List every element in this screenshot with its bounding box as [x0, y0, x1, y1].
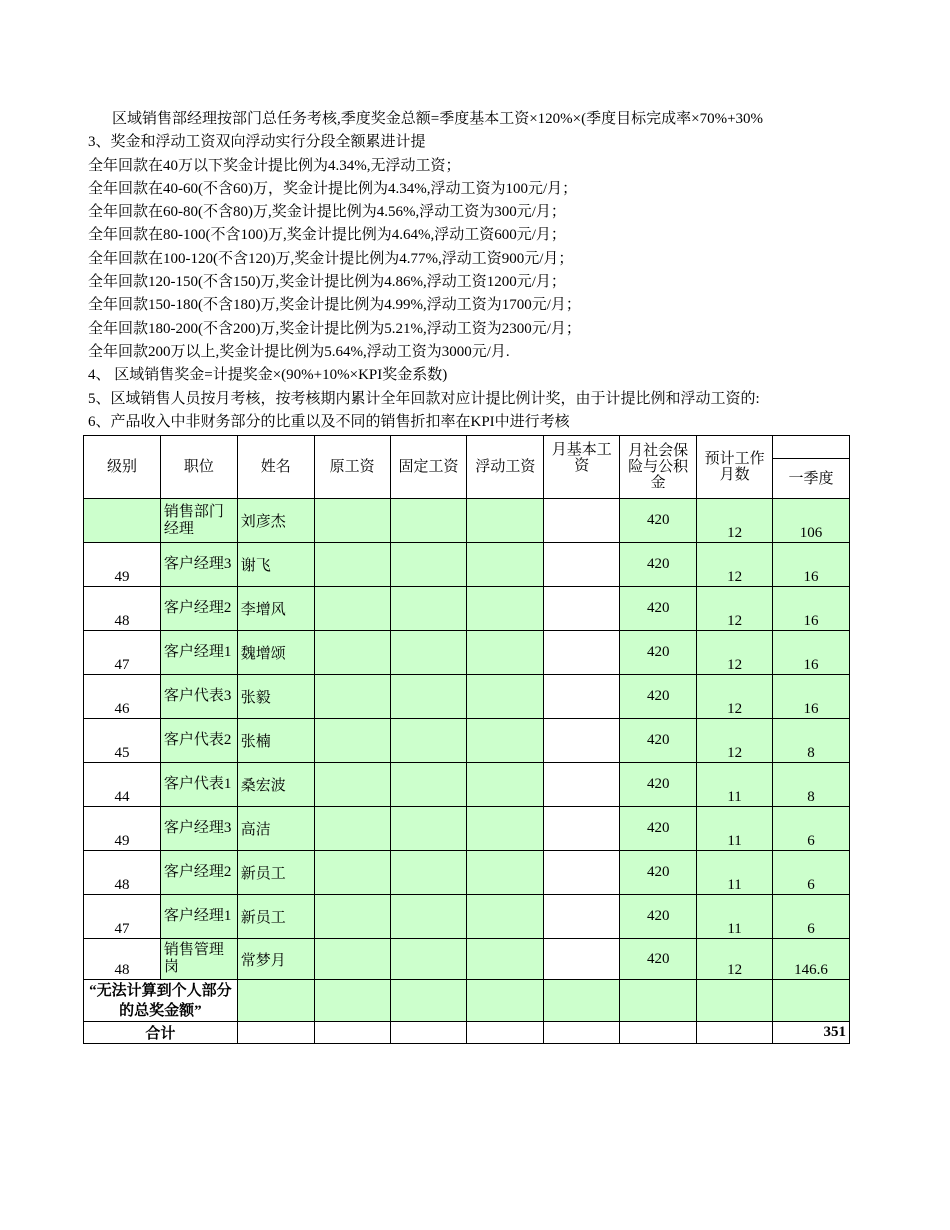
policy-line: 5、区域销售人员按月考核，按考核期内累计全年回款对应计提比例计奖，由于计提比例和浮动工资的: [88, 390, 760, 407]
cell-name[interactable]: 张楠 [237, 719, 314, 763]
table-row [84, 543, 850, 587]
cell-insurance[interactable]: 420 [620, 851, 697, 895]
cell-level[interactable]: 49 [84, 807, 161, 851]
cell-float-salary[interactable] [467, 631, 544, 675]
cell-empty[interactable] [544, 980, 620, 1022]
cell-orig-salary[interactable] [314, 939, 390, 980]
table-row [84, 895, 850, 939]
cell-insurance[interactable]: 420 [620, 675, 697, 719]
cell-empty[interactable] [390, 980, 467, 1022]
header-float-salary: 浮动工资 [467, 436, 544, 499]
cell-position[interactable]: 客户经理1 [160, 631, 237, 675]
cell-float-salary[interactable] [467, 895, 544, 939]
cell-insurance[interactable]: 420 [620, 939, 697, 980]
cell-name[interactable]: 新员工 [237, 895, 314, 939]
cell-fixed-salary[interactable] [390, 763, 467, 807]
cell-insurance[interactable]: 420 [620, 895, 697, 939]
cell-months[interactable]: 11 [697, 895, 773, 939]
cell-orig-salary[interactable] [314, 587, 390, 631]
table-row [84, 807, 850, 851]
cell-monthly-base[interactable] [544, 543, 620, 587]
cell-months[interactable]: 12 [697, 631, 773, 675]
header-position: 职位 [160, 436, 237, 499]
cell-insurance[interactable]: 420 [620, 543, 697, 587]
cell-empty[interactable] [237, 980, 314, 1022]
cell-position[interactable]: 客户经理3 [160, 543, 237, 587]
cell-months[interactable]: 12 [697, 587, 773, 631]
bonus-table [83, 435, 850, 1044]
cell-months[interactable]: 11 [697, 763, 773, 807]
cell-name[interactable]: 张毅 [237, 675, 314, 719]
cell-orig-salary[interactable] [314, 895, 390, 939]
table-row [84, 587, 850, 631]
cell-position[interactable]: 客户经理2 [160, 587, 237, 631]
cell-float-salary[interactable] [467, 543, 544, 587]
cell-empty[interactable] [467, 1022, 544, 1044]
cell-q1[interactable]: 16 [773, 675, 850, 719]
cell-orig-salary[interactable] [314, 719, 390, 763]
cell-monthly-base[interactable] [544, 587, 620, 631]
cell-name[interactable]: 魏增颂 [237, 631, 314, 675]
header-blank [773, 436, 850, 459]
cell-months[interactable]: 12 [697, 499, 773, 543]
cell-q1[interactable]: 6 [773, 895, 850, 939]
cell-float-salary[interactable] [467, 763, 544, 807]
table-row [84, 631, 850, 675]
header-est-months: 预计工作月数 [697, 436, 773, 499]
cell-float-salary[interactable] [467, 675, 544, 719]
cell-fixed-salary[interactable] [390, 719, 467, 763]
policy-line: 全年回款在80-100(不含100)万,奖金计提比例为4.64%,浮动工资600元/月； [88, 227, 566, 244]
header-monthly-base: 月基本工资 [544, 436, 620, 499]
cell-position[interactable]: 客户代表1 [160, 763, 237, 807]
cell-fixed-salary[interactable] [390, 895, 467, 939]
cell-level[interactable]: 49 [84, 543, 161, 587]
header-name: 姓名 [237, 436, 314, 499]
table-row [84, 675, 850, 719]
cell-name[interactable]: 桑宏波 [237, 763, 314, 807]
cell-monthly-base[interactable] [544, 763, 620, 807]
cell-q1[interactable]: 6 [773, 851, 850, 895]
cell-fixed-salary[interactable] [390, 807, 467, 851]
cell-float-salary[interactable] [467, 719, 544, 763]
cell-position[interactable]: 客户代表2 [160, 719, 237, 763]
policy-line: 全年回款150-180(不含180)万,奖金计提比例为4.99%,浮动工资为1700元/月； [88, 297, 581, 314]
table-row [84, 719, 850, 763]
cell-monthly-base[interactable] [544, 939, 620, 980]
cell-level[interactable]: 46 [84, 675, 161, 719]
header-level: 级别 [84, 436, 161, 499]
bonus-sheet-viewport [83, 435, 850, 1055]
cell-orig-salary[interactable] [314, 851, 390, 895]
cell-empty[interactable] [773, 980, 850, 1022]
cell-position[interactable]: 销售部门经理 [160, 499, 237, 543]
cell-q1[interactable]: 6 [773, 807, 850, 851]
cell-monthly-base[interactable] [544, 675, 620, 719]
cell-level[interactable]: 44 [84, 763, 161, 807]
cell-insurance[interactable]: 420 [620, 499, 697, 543]
cell-months[interactable]: 11 [697, 851, 773, 895]
policy-line: 6、产品收入中非财务部分的比重以及不同的销售折扣率在KPI中进行考核 [88, 413, 570, 430]
cell-position[interactable]: 客户代表3 [160, 675, 237, 719]
policy-line: 全年回款180-200(不含200)万,奖金计提比例为5.21%,浮动工资为2300元/月； [88, 320, 581, 337]
cell-q1[interactable]: 8 [773, 719, 850, 763]
policy-line: 3、奖金和浮动工资双向浮动实行分段全额累进计提 [88, 134, 426, 151]
cell-fixed-salary[interactable] [390, 939, 467, 980]
header-q1: 一季度 [773, 459, 850, 499]
cell-float-salary[interactable] [467, 807, 544, 851]
cell-position[interactable]: 销售管理岗 [160, 939, 237, 980]
unallocated-bonus-label: “无法计算到个人部分的总奖金额” [84, 980, 238, 1022]
cell-name[interactable]: 谢飞 [237, 543, 314, 587]
cell-level[interactable]: 47 [84, 895, 161, 939]
policy-line: 4、 区域销售奖金=计提奖金×(90%+10%×KPI奖金系数) [88, 367, 448, 384]
header-social-insurance: 月社会保险与公积金 [620, 436, 697, 499]
cell-empty[interactable] [620, 1022, 697, 1044]
cell-fixed-salary[interactable] [390, 543, 467, 587]
cell-monthly-base[interactable] [544, 719, 620, 763]
table-row [84, 851, 850, 895]
cell-months[interactable]: 11 [697, 807, 773, 851]
cell-empty[interactable] [237, 1022, 314, 1044]
policy-line: 全年回款120-150(不含150)万,奖金计提比例为4.86%,浮动工资1200元/月； [88, 274, 566, 291]
cell-months[interactable]: 12 [697, 719, 773, 763]
cell-orig-salary[interactable] [314, 543, 390, 587]
policy-line: 全年回款在40-60(不含60)万，奖金计提比例为4.34%,浮动工资为100元/月； [88, 180, 578, 197]
cell-monthly-base[interactable] [544, 499, 620, 543]
cell-empty[interactable] [544, 1022, 620, 1044]
policy-line: 全年回款在100-120(不含120)万,奖金计提比例为4.77%,浮动工资900元/月； [88, 250, 574, 267]
cell-float-salary[interactable] [467, 499, 544, 543]
cell-position[interactable]: 客户经理1 [160, 895, 237, 939]
cell-insurance[interactable]: 420 [620, 631, 697, 675]
cell-monthly-base[interactable] [544, 851, 620, 895]
cell-q1[interactable]: 8 [773, 763, 850, 807]
cell-empty[interactable] [314, 980, 390, 1022]
cell-insurance[interactable]: 420 [620, 763, 697, 807]
cell-float-salary[interactable] [467, 939, 544, 980]
cell-fixed-salary[interactable] [390, 631, 467, 675]
header-fixed-salary: 固定工资 [390, 436, 467, 499]
cell-empty[interactable] [620, 980, 697, 1022]
header-orig-salary: 原工资 [314, 436, 390, 499]
cell-level[interactable]: 48 [84, 939, 161, 980]
cell-empty[interactable] [390, 1022, 467, 1044]
cell-empty[interactable] [697, 980, 773, 1022]
cell-q1[interactable]: 16 [773, 631, 850, 675]
cell-insurance[interactable]: 420 [620, 719, 697, 763]
cell-empty[interactable] [314, 1022, 390, 1044]
cell-insurance[interactable]: 420 [620, 807, 697, 851]
cell-orig-salary[interactable] [314, 763, 390, 807]
cell-position[interactable]: 客户经理3 [160, 807, 237, 851]
cell-monthly-base[interactable] [544, 895, 620, 939]
cell-orig-salary[interactable] [314, 499, 390, 543]
cell-name[interactable]: 高洁 [237, 807, 314, 851]
cell-months[interactable]: 12 [697, 675, 773, 719]
policy-text-block [88, 108, 850, 434]
cell-level[interactable]: 48 [84, 851, 161, 895]
cell-fixed-salary[interactable] [390, 675, 467, 719]
policy-line: 全年回款在60-80(不含80)万,奖金计提比例为4.56%,浮动工资为300元/月； [88, 204, 566, 221]
total-q1-value[interactable]: 351 [773, 1022, 850, 1044]
cell-monthly-base[interactable] [544, 631, 620, 675]
policy-line: 全年回款在40万以下奖金计提比例为4.34%,无浮动工资； [88, 157, 461, 174]
total-row [84, 1022, 850, 1044]
cell-level[interactable]: 45 [84, 719, 161, 763]
cell-q1[interactable]: 16 [773, 543, 850, 587]
cell-fixed-salary[interactable] [390, 587, 467, 631]
cell-q1[interactable]: 16 [773, 587, 850, 631]
cell-insurance[interactable]: 420 [620, 587, 697, 631]
cell-name[interactable]: 新员工 [237, 851, 314, 895]
cell-orig-salary[interactable] [314, 675, 390, 719]
table-row [84, 939, 850, 980]
table-row [84, 499, 850, 543]
cell-empty[interactable] [697, 1022, 773, 1044]
cell-orig-salary[interactable] [314, 631, 390, 675]
cell-empty[interactable] [467, 980, 544, 1022]
policy-line: 区域销售部经理按部门总任务考核,季度奖金总额=季度基本工资×120%×(季度目标完成率×70%+30% [112, 111, 764, 127]
cell-q1[interactable]: 106 [773, 499, 850, 543]
cell-name[interactable]: 刘彦杰 [237, 499, 314, 543]
cell-months[interactable]: 12 [697, 543, 773, 587]
table-row [84, 980, 850, 1022]
cell-level[interactable]: 47 [84, 631, 161, 675]
cell-fixed-salary[interactable] [390, 851, 467, 895]
total-label: 合计 [84, 1022, 238, 1044]
cell-float-salary[interactable] [467, 587, 544, 631]
cell-position[interactable]: 客户经理2 [160, 851, 237, 895]
cell-months[interactable]: 12 [697, 939, 773, 980]
cell-q1[interactable]: 146.6 [773, 939, 850, 980]
cell-float-salary[interactable] [467, 851, 544, 895]
cell-level[interactable]: 48 [84, 587, 161, 631]
cell-orig-salary[interactable] [314, 807, 390, 851]
cell-fixed-salary[interactable] [390, 499, 467, 543]
cell-name[interactable]: 李增风 [237, 587, 314, 631]
cell-level[interactable] [84, 499, 161, 543]
table-row [84, 763, 850, 807]
cell-monthly-base[interactable] [544, 807, 620, 851]
cell-name[interactable]: 常梦月 [237, 939, 314, 980]
policy-line: 全年回款200万以上,奖金计提比例为5.64%,浮动工资为3000元/月. [88, 343, 510, 360]
